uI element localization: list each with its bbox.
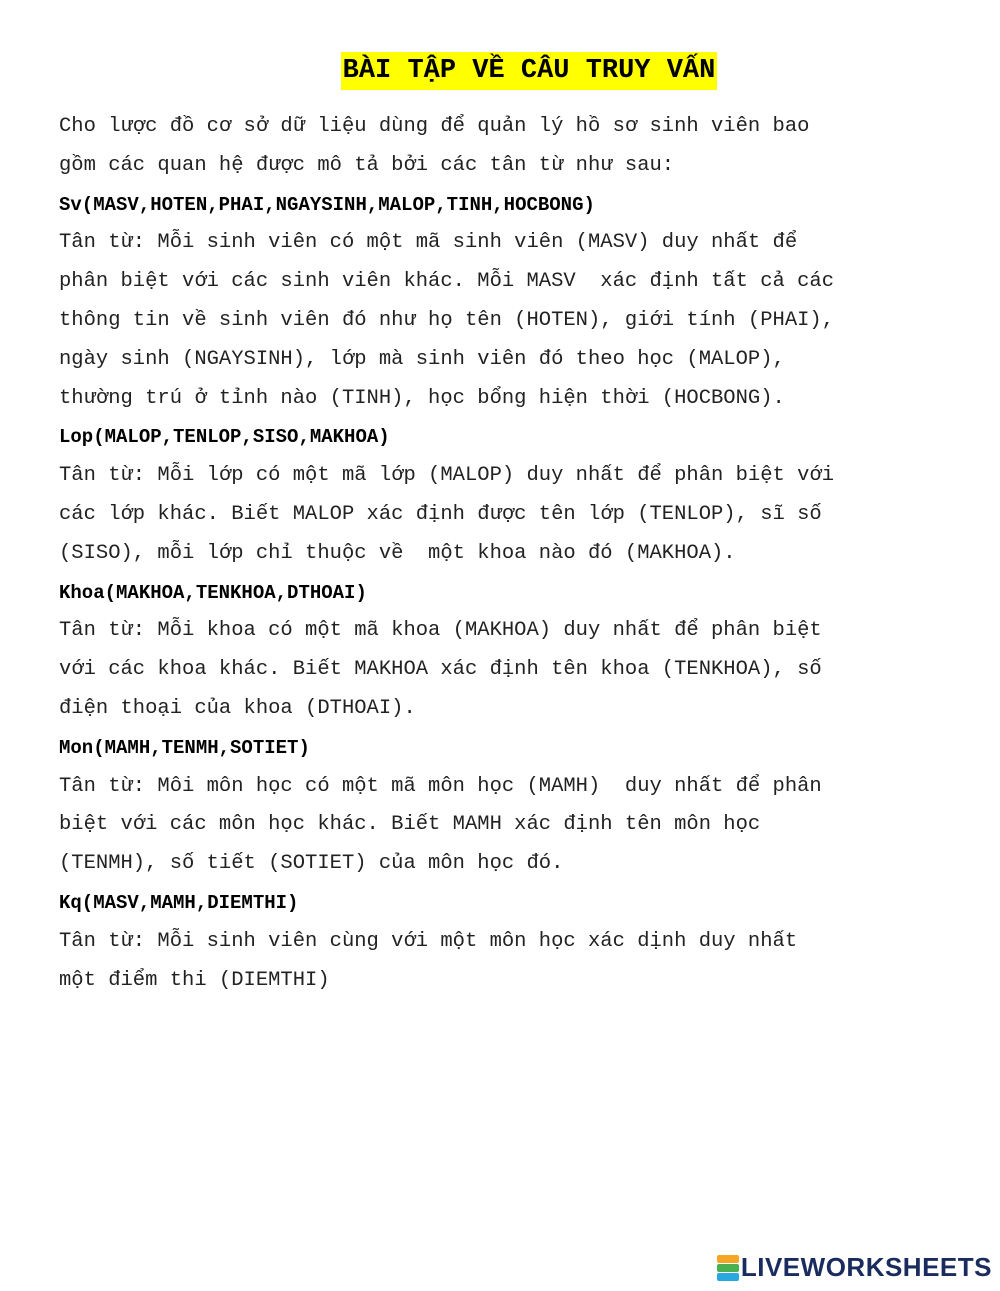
description-line: Tân từ: Mỗi sinh viên cùng với một môn học xác dịnh duy nhất: [59, 929, 798, 953]
description-line: điện thoại của khoa (DTHOAI).: [59, 696, 416, 720]
schema-khoa: Khoa(MAKHOA,TENKHOA,DTHOAI): [59, 581, 367, 604]
description-line: Tân từ: Mỗi khoa có một mã khoa (MAKHOA) duy nhất để phân biệt: [59, 619, 822, 643]
description-line: phân biệt với các sinh viên khác. Mỗi MASV xác định tất cả các: [59, 270, 835, 294]
description-line: ngày sinh (NGAYSINH), lớp mà sinh viên đó theo học (MALOP),: [59, 347, 785, 371]
title-container: [0, 52, 1000, 90]
schema-sv: Sv(MASV,HOTEN,PHAI,NGAYSINH,MALOP,TINH,HOCBONG): [59, 193, 595, 216]
schema-mon: Mon(MAMH,TENMH,SOTIET): [59, 736, 310, 759]
description-line: một điểm thi (DIEMTHI): [59, 968, 330, 992]
intro-line: gồm các quan hệ được mô tả bởi các tân từ như sau:: [59, 153, 675, 177]
brand-icon: [717, 1255, 739, 1281]
description-line: Tân từ: Mỗi lớp có một mã lớp (MALOP) duy nhất để phân biệt với: [59, 464, 835, 488]
logo-bar: [717, 1273, 739, 1281]
schema-lop: Lop(MALOP,TENLOP,SISO,MAKHOA): [59, 426, 390, 449]
brand-text: LIVEWORKSHEETS: [740, 1252, 992, 1282]
document-body: [59, 108, 959, 1000]
description-line: (TENMH), số tiết (SOTIET) của môn học đó.: [59, 852, 564, 876]
intro-line: Cho lược đồ cơ sở dữ liệu dùng để quản lý hồ sơ sinh viên bao: [59, 115, 810, 138]
liveworksheets-logo: [717, 1252, 992, 1283]
schema-kq: Kq(MASV,MAMH,DIEMTHI): [59, 891, 299, 914]
description-line: với các khoa khác. Biết MAKHOA xác định tên khoa (TENKHOA), số: [59, 658, 822, 682]
description-line: các lớp khác. Biết MALOP xác định được tên lớp (TENLOP), sĩ số: [59, 502, 822, 526]
description-line: biệt với các môn học khác. Biết MAMH xác định tên môn học: [59, 813, 761, 837]
description-line: (SISO), mỗi lớp chỉ thuộc về một khoa nào đó (MAKHOA).: [59, 541, 736, 565]
description-line: thông tin về sinh viên đó như họ tên (HOTEN), giới tính (PHAI),: [59, 308, 835, 332]
page-title: BÀI TẬP VỀ CÂU TRUY VẤN: [341, 52, 718, 90]
description-line: thường trú ở tỉnh nào (TINH), học bổng hiện thời (HOCBONG).: [59, 386, 785, 410]
description-line: Tân từ: Mỗi sinh viên có một mã sinh viên (MASV) duy nhất để: [59, 231, 798, 255]
logo-bar: [717, 1264, 739, 1272]
description-line: Tân từ: Môi môn học có một mã môn học (MAMH) duy nhất để phân: [59, 774, 822, 798]
logo-bar: [717, 1255, 739, 1263]
